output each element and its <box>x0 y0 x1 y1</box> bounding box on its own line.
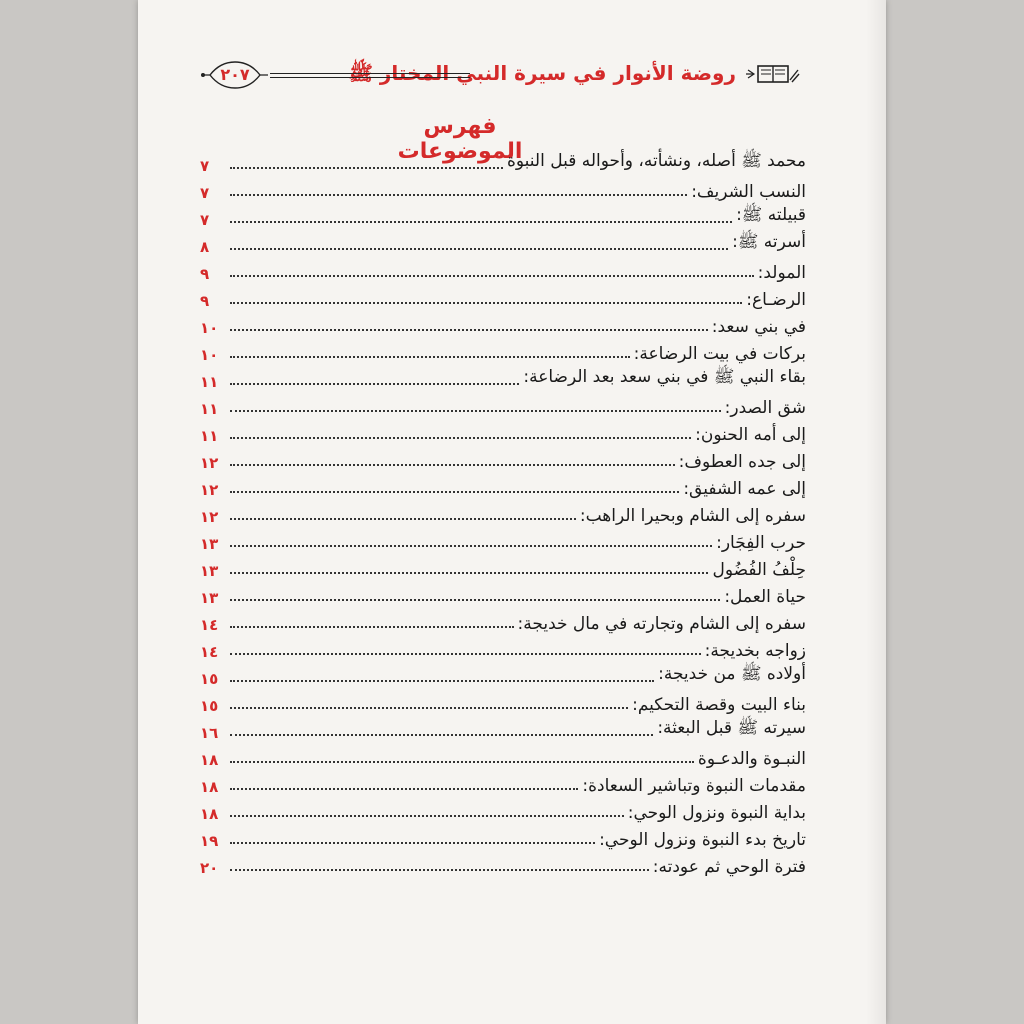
page-number: ٢٠٧ <box>220 65 250 84</box>
toc-entry-title: إلى جده العطوف: <box>678 452 806 472</box>
toc-entry-title: حرب الفِجَار: <box>716 533 806 553</box>
toc-entry-page: ١٤ <box>200 643 219 661</box>
toc-entry <box>200 283 806 310</box>
dot-leader <box>230 356 630 358</box>
toc-entry-title: بركات في بيت الرضاعة: <box>633 344 806 364</box>
dot-leader <box>230 842 595 844</box>
toc-entry <box>200 823 806 850</box>
dot-leader <box>230 653 701 655</box>
dot-leader <box>230 869 649 871</box>
toc-entry-title: مقدمات النبوة وتباشير السعادة: <box>582 776 806 796</box>
toc-entry-page: ١٨ <box>200 751 219 769</box>
dot-leader <box>230 248 728 250</box>
dot-leader <box>230 329 708 331</box>
dot-leader <box>230 545 712 547</box>
toc-entry-title: سفره إلى الشام وتجارته في مال خديجة: <box>517 614 806 634</box>
toc-entry <box>200 175 806 202</box>
toc-entry <box>200 256 806 283</box>
toc-entry <box>200 607 806 634</box>
toc-entry-page: ١٦ <box>200 724 219 742</box>
toc-entry <box>200 391 806 418</box>
dot-leader <box>230 572 708 574</box>
toc-entry <box>200 229 806 256</box>
toc-entry <box>200 364 806 391</box>
dot-leader <box>230 680 654 682</box>
dot-leader <box>230 167 503 169</box>
toc-entry <box>200 742 806 769</box>
dot-leader <box>230 815 624 817</box>
toc-entry-title: سيرته ﷺ قبل البعثة: <box>657 718 806 738</box>
table-of-contents <box>200 148 806 877</box>
toc-entry <box>200 445 806 472</box>
toc-entry-page: ١٣ <box>200 589 219 607</box>
dot-leader <box>230 626 514 628</box>
toc-entry-page: ٨ <box>200 238 210 256</box>
toc-entry-page: ١٠ <box>200 346 219 364</box>
toc-entry-title: قبيلته ﷺ: <box>736 205 806 225</box>
toc-entry-title: إلى عمه الشفيق: <box>683 479 806 499</box>
dot-leader <box>230 275 754 277</box>
dot-leader <box>230 221 732 223</box>
toc-entry-page: ١٠ <box>200 319 219 337</box>
toc-entry-page: ١١ <box>200 427 219 445</box>
toc-entry-page: ٩ <box>200 292 210 310</box>
dot-leader <box>230 734 653 736</box>
toc-entry <box>200 769 806 796</box>
dot-leader <box>230 761 694 763</box>
toc-entry <box>200 688 806 715</box>
dot-leader <box>230 464 675 466</box>
dot-leader <box>230 518 576 520</box>
toc-entry-page: ١٢ <box>200 481 219 499</box>
toc-entry-page: ٩ <box>200 265 210 283</box>
toc-entry-title: في بني سعد: <box>711 317 806 337</box>
toc-entry <box>200 202 806 229</box>
toc-entry-title: بقاء النبي ﷺ في بني سعد بعد الرضاعة: <box>523 367 806 387</box>
toc-entry-title: زواجه بخديجة: <box>704 641 806 661</box>
toc-entry-title: حِلْفُ الفُضُول <box>712 560 806 580</box>
page-binding-shade <box>866 0 886 1024</box>
running-header <box>200 58 800 92</box>
toc-entry-page: ١٣ <box>200 535 219 553</box>
toc-entry-title: تاريخ بدء النبوة ونزول الوحي: <box>599 830 806 850</box>
toc-entry-page: ١٢ <box>200 454 219 472</box>
toc-entry-page: ١٨ <box>200 778 219 796</box>
toc-entry-title: النبـوة والدعـوة <box>697 749 806 769</box>
toc-entry-page: ٧ <box>200 157 210 175</box>
toc-entry-page: ٧ <box>200 211 210 229</box>
toc-entry-title: أولاده ﷺ من خديجة: <box>658 664 806 684</box>
toc-entry-title: أسرته ﷺ: <box>732 232 806 252</box>
toc-entry-page: ١٣ <box>200 562 219 580</box>
toc-entry-page: ١٢ <box>200 508 219 526</box>
toc-entry-page: ١٨ <box>200 805 219 823</box>
open-book-icon <box>744 62 800 86</box>
toc-entry-title: الرضـاع: <box>746 290 806 310</box>
toc-entry-title: محمد ﷺ أصله، ونشأته، وأحواله قبل النبوة <box>506 151 806 171</box>
dot-leader <box>230 707 628 709</box>
toc-entry <box>200 472 806 499</box>
toc-entry-title: المولد: <box>757 263 806 283</box>
toc-entry-page: ١١ <box>200 373 219 391</box>
toc-entry-page: ١٩ <box>200 832 219 850</box>
toc-entry-title: بناء البيت وقصة التحكيم: <box>632 695 806 715</box>
toc-entry-title: بداية النبوة ونزول الوحي: <box>627 803 806 823</box>
dot-leader <box>230 599 720 601</box>
toc-entry <box>200 418 806 445</box>
toc-entry <box>200 796 806 823</box>
toc-entry <box>200 499 806 526</box>
toc-entry-title: فترة الوحي ثم عودته: <box>652 857 806 877</box>
dot-leader <box>230 410 721 412</box>
toc-entry-page: ١٥ <box>200 697 219 715</box>
toc-entry <box>200 337 806 364</box>
dot-leader <box>230 383 519 385</box>
toc-entry <box>200 310 806 337</box>
toc-entry-page: ١١ <box>200 400 219 418</box>
toc-entry <box>200 580 806 607</box>
toc-entry-title: حياة العمل: <box>724 587 806 607</box>
header-rule <box>270 73 470 78</box>
book-title: روضة الأنوار في سيرة النبي المختار ﷺ <box>348 61 736 85</box>
toc-entry <box>200 715 806 742</box>
dot-leader <box>230 788 578 790</box>
toc-entry <box>200 553 806 580</box>
toc-entry-title: شق الصدر: <box>724 398 806 418</box>
toc-entry <box>200 526 806 553</box>
dot-leader <box>230 437 691 439</box>
dot-leader <box>230 194 687 196</box>
toc-entry <box>200 148 806 175</box>
toc-entry <box>200 634 806 661</box>
toc-entry <box>200 850 806 877</box>
toc-entry-title: سفره إلى الشام وبحيرا الراهب: <box>579 506 806 526</box>
toc-entry-page: ١٤ <box>200 616 219 634</box>
dot-leader <box>230 491 679 493</box>
toc-entry-page: ١٥ <box>200 670 219 688</box>
toc-entry-page: ٢٠ <box>200 859 219 877</box>
toc-entry <box>200 661 806 688</box>
toc-entry-title: النسب الشريف: <box>691 182 806 202</box>
toc-heading: فهرس الموضوعات <box>397 114 523 164</box>
toc-entry-page: ٧ <box>200 184 210 202</box>
toc-entry-title: إلى أمه الحنون: <box>695 425 806 445</box>
dot-leader <box>230 302 742 304</box>
